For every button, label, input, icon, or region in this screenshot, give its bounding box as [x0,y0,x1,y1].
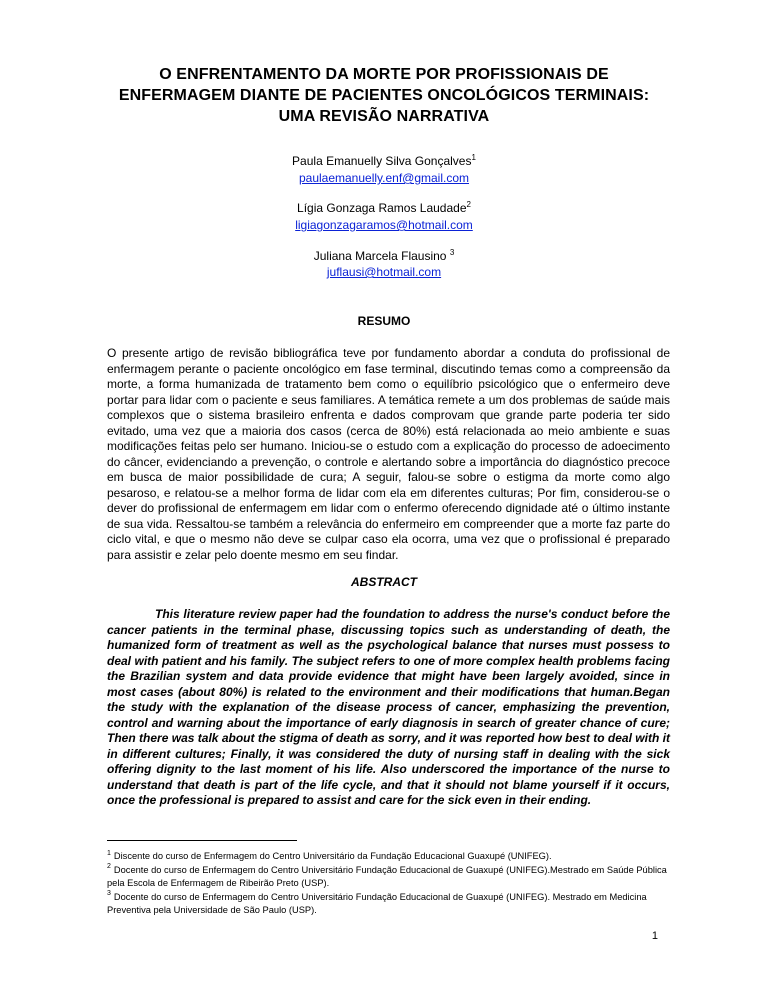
abstract-text: This literature review paper had the foundation to address the nurse's conduct before the cancer patients in the terminal phase, discussing topics such as understanding of death, the humanized form of treatment as well as the psychological balance that nurses must possess to deal with patient and his family. The subject refers to one of more complex health problems facing the Brazilian system and data provide evidence that might have been largely avoided, since in most cases (about 80%) is related to the environment and their modifications that human.Began the study with the explanation of the disease process of cancer, emphasizing the prevention, control and warning about the importance of early diagnosis in search of greater chance of cure; Then there was talk about the stigma of death as sorry, and it was reported how best to deal with it in different cultures; Finally, it was considered the duty of nursing staff in dealing with the sick offering dignity to the last moment of his life. Also underscored the importance of the nurse to understand that death is part of the life cycle, and that it should not blame yourself if it occurs, once the professional is prepared to assist and care for the sick even in their ending. [107,607,670,807]
author-2-email[interactable]: ligiagonzagaramos@hotmail.com [295,218,473,232]
author-3-email[interactable]: juflausi@hotmail.com [326,265,442,279]
footnote-separator [107,840,297,841]
footnote-mark-3: 3 [449,248,455,257]
footnote-1: $^1$ Discente do curso de Enfermagem do Centro Universitário da Fundação Educacional Guaxupé (UNIFEG). [107,849,552,861]
author-1-email[interactable]: paulaemanuelly.enf@gmail.com [298,171,470,185]
page-number: 1 [651,930,658,942]
author-2-name: Lígia Gonzaga Ramos Laudade$^2$ [297,200,471,215]
footnote-mark-2: 2 [466,200,471,209]
footnote-mark-1: 1 [471,153,476,162]
footnote-3: $^3$ Docente do curso de Enfermagem do Centro Universitário Fundação Educacional de Guaxupé (UNIFEG). Mestrado em Medicina Preventiva pela Universidade de São Paulo (USP). [107,890,647,915]
resumo-heading: RESUMO [357,314,411,328]
paper-title: O ENFRENTAMENTO DA MORTE POR PROFISSIONAIS DE ENFERMAGEM DIANTE DE PACIENTES ONCOLÓGICOS TERMINAIS: UMA REVISÃO NARRATIVA [118,66,650,125]
abstract-heading: ABSTRACT [351,575,417,589]
footnotes [107,850,670,918]
author-1-name: Paula Emanuelly Silva Gonçalves$^1$ [292,153,476,168]
resumo-text: O presente artigo de revisão bibliográfica teve por fundamento abordar a conduta do profissional de enfermagem perante o paciente oncológico em fase terminal, discutindo temas como a compreensão da morte, a forma humanizada de tratamento bem como o equilíbrio psicológico que o enfermeiro deve portar para lidar com o paciente e seus familiares. A temática remete a um dos problemas de saúde mais complexos que o sistema brasileiro enfrenta e dados comprovam que grande parte poderia ter sido evitado, uma vez que a maioria dos casos (cerca de 80%) está relacionada ao meio ambiente e suas modificações feitas pelo ser humano. Iniciou-se o estudo com a explicação do processo de adoecimento do câncer, evidenciando a prevenção, o controle e alertando sobre a importância do diagnóstico precoce em busca de maior possibilidade de cura; A seguir, falou-se sobre o estigma da morte como algo pesaroso, e relatou-se a melhor forma de lidar com ela em diferentes culturas; Por fim, considerou-se o dever do profissional de enfermagem em lidar com o enfermo oferecendo dignidade até o último instante de sua vida. Ressaltou-se também a relevância do enfermeiro em compreender que a morte faz parte do ciclo vital, e que o mesmo não deve se culpar caso ela ocorra, uma vez que o profissional é preparado para assistir e zelar pelo doente mesmo em seu findar. [107,346,670,562]
footnote-2: $^2$ Docente do curso de Enfermagem do Centro Universitário Fundação Educacional de Guaxupé (UNIFEG).Mestrado em Saúde Pública pela Escola de Enfermagem de Ribeirão Preto (USP). [107,863,667,888]
author-3-name: Juliana Marcela Flausino $^3$ [313,248,455,263]
